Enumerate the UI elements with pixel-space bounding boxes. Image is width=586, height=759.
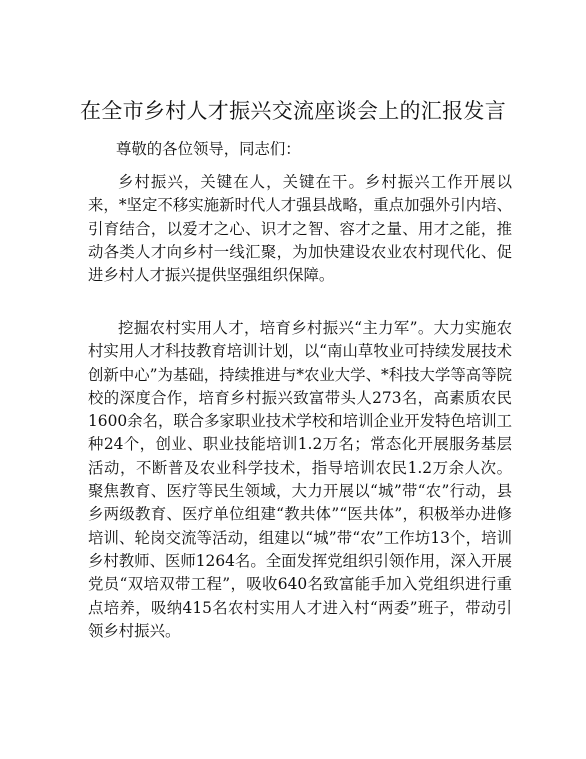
document-title: 在全市乡村人才振兴交流座谈会上的汇报发言 (80, 99, 506, 123)
paragraph-rural-talent: 挖掘农村实用人才，培育乡村振兴“主力军”。大力实施农村实用人才科技教育培训计划，以“南山草牧业可持续发展技术创新中心”为基础，持续推进与*农业大学、*科技大学等高等院校的深度合作，培育乡村振兴致富带头人273名，高素质农民1600余名，联合多家职业技术学校和培训企业开发特色培训工种24个，创业、职业技能培训1.2万名；常态化开展服务基层活动，不断普及农业科学技术，指导培训农民1.2万余人次。聚焦教育、医疗等民生领域，大力开展以“城”带“农”行动，县乡两级教育、医疗单位组建“教共体”“医共体”，积极举办进修培训、轮岗交流等活动，组建以“城”带“农”工作坊13个，培训乡村教师、医师1264名。全面发挥党组织引领作用，深入开展党员“双培双带工程”，吸收640名致富能手加入党组织进行重点培养，吸纳415名农村实用人才进入村“两委”班子，带动引领乡村振兴。 (88, 319, 512, 640)
greeting-line: 尊敬的各位领导，同志们： (116, 140, 301, 158)
paragraph-intro: 乡村振兴，关键在人，关键在干。乡村振兴工作开展以来，*坚定不移实施新时代人才强县战略，重点加强外引内培、引育结合，以爱才之心、识才之智、容才之量、用才之能，推动各类人才向乡村一线汇聚，为加快建设农业农村现代化、促进乡村人才振兴提供坚强组织保障。 (88, 173, 512, 285)
